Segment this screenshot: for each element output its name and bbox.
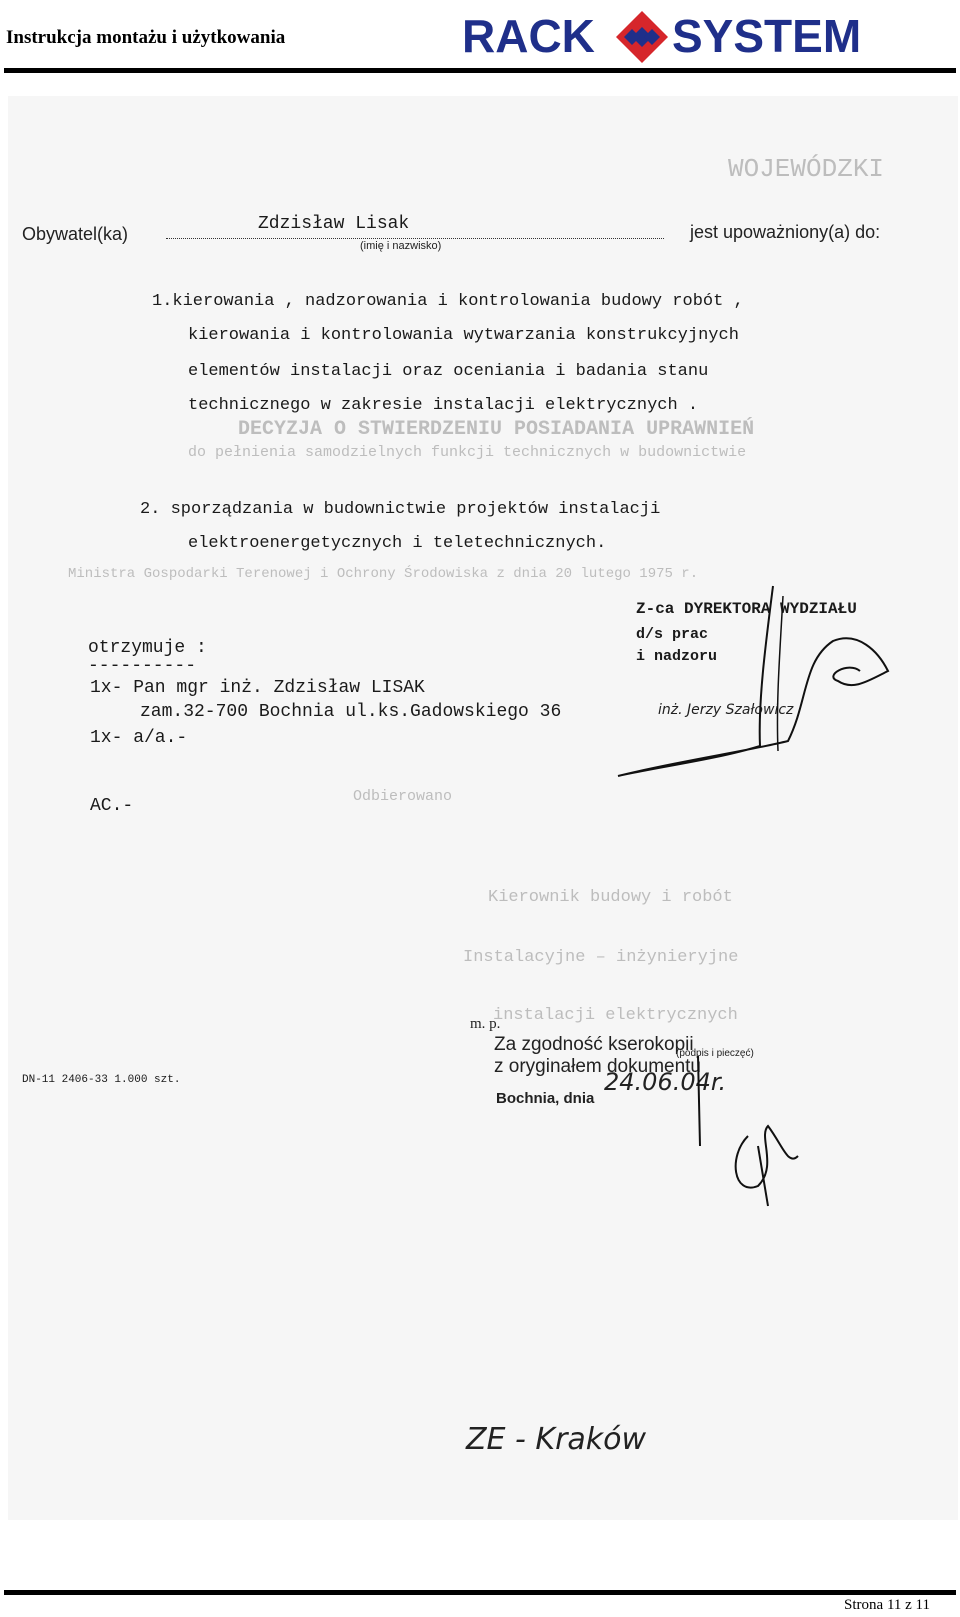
certify-line1: Za zgodność kserokopii [494,1034,694,1055]
bottom-handwriting: ZE - Kraków [466,1422,647,1457]
scanned-document [8,96,958,1520]
certify-date: 24.06.04r. [604,1068,727,1096]
stamp-line3: i nadzoru [636,648,718,665]
recipients-rule: ---------- [88,656,197,676]
name-underline [166,238,664,239]
ghost-basis: Ministra Gospodarki Terenowej i Ochrony Środowiska z dnia 20 lutego 1975 r. [68,566,699,582]
stamp-line1: Z-ca DYREKTORA WYDZIAŁU [636,600,857,618]
item2-line2: elektroenergetycznych i teletechnicznych. [188,534,607,553]
item1-line4: technicznego w zakresie instalacji elektrycznych . [188,396,699,415]
ghost-decision: DECYZJA O STWIERDZENIU POSIADANIA UPRAWNIEŃ [238,418,755,441]
logo-rack-text: RACK [462,10,595,62]
document-title: Instrukcja montażu i użytkowania [6,27,286,48]
item1-line3: elementów instalacji oraz oceniania i badania stanu [188,362,709,381]
certify-signature [688,1036,808,1216]
ghost-signed: Odbierowano [353,788,453,805]
stamp-name: inż. Jerzy Szałowicz [658,702,794,718]
recipient1-address: zam.32-700 Bochnia ul.ks.Gadowskiego 36 [140,702,562,722]
logo-diamond-icon [616,11,668,63]
certify-sign-caption: (podpis i pieczęć) [676,1048,754,1059]
item2-line1: 2. sporządzania w budownictwie projektów instalacji [140,500,661,519]
certify-line2: z oryginałem dokumentu [494,1056,701,1077]
form-code: DN-11 2406-33 1.000 szt. [22,1074,181,1086]
rack-system-logo [462,8,952,68]
item1-line2: kierowania i kontrolowania wytwarzania konstrukcyjnych [188,326,739,345]
name-caption: (imię i nazwisko) [360,240,442,252]
ghost-role2: Instalacyjne – inżynieryjne [463,948,739,967]
certify-date-label: Bochnia, dnia [496,1090,595,1107]
ghost-org: WOJEWÓDZKI [728,154,885,184]
recipient2: 1x- a/a.- [90,728,188,748]
page-number: Strona 11 z 11 [844,1597,930,1613]
mp-label: m. p. [470,1016,501,1032]
authorized-label: jest upoważniony(a) do: [690,222,881,242]
footer-rule [4,1590,956,1595]
citizen-label: Obywatel(ka) [22,224,129,244]
stamp-line2: d/s prac [636,626,709,643]
citizen-name: Zdzisław Lisak [258,214,410,234]
recipient1: 1x- Pan mgr inż. Zdzisław LISAK [90,678,425,698]
initials: AC.- [90,796,134,816]
handwritten-signature [598,581,898,791]
ghost-purpose: do pełnienia samodzielnych funkcji technicznych w budownictwie [188,444,747,461]
item1-line1: 1.kierowania , nadzorowania i kontrolowania budowy robót , [152,292,744,311]
ghost-role3: instalacji elektrycznych [493,1006,738,1025]
header-rule [4,68,956,73]
ghost-role1: Kierownik budowy i robót [488,888,733,907]
logo-system-text: SYSTEM [672,10,862,62]
recipients-label: otrzymuje : [88,638,207,658]
